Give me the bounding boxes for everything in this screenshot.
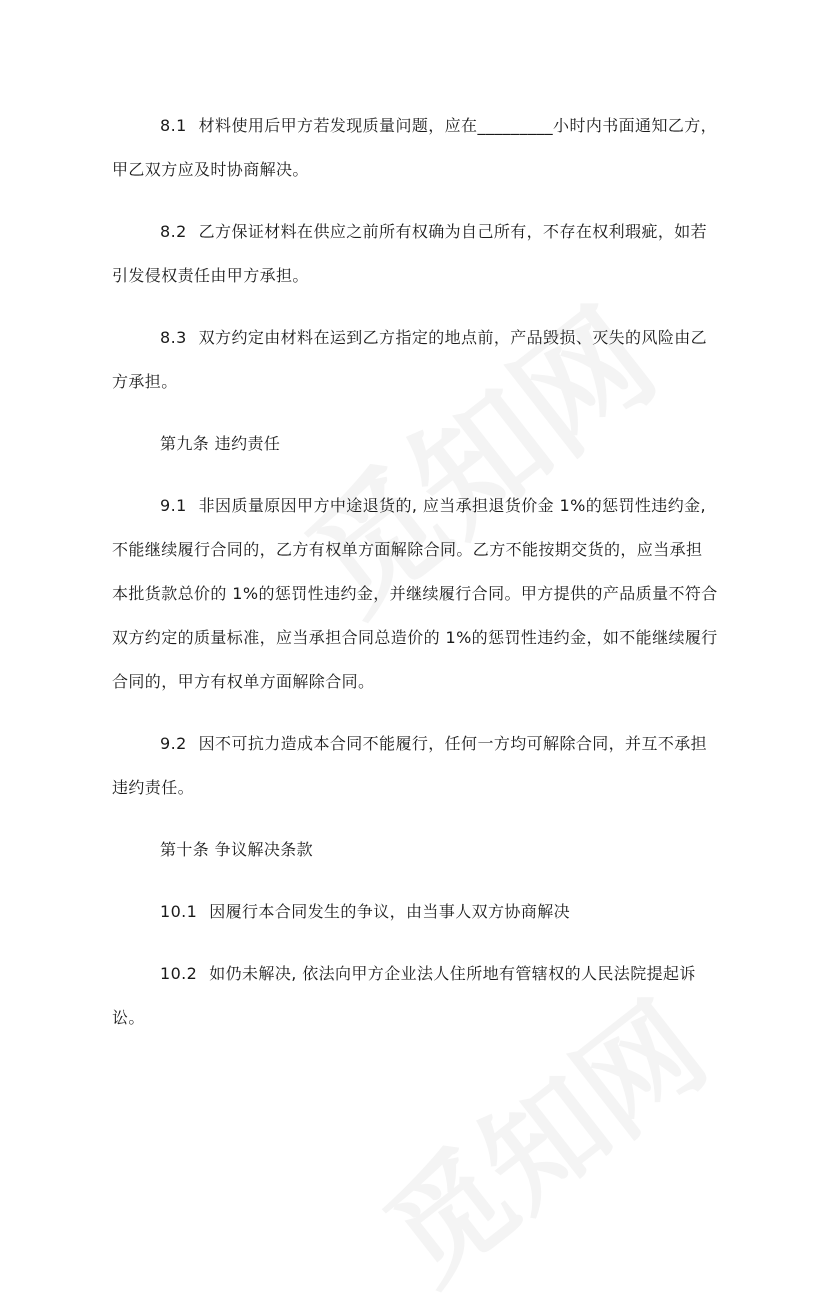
clause-10-1 bbox=[112, 890, 718, 934]
clause-text: 因履行本合同发生的争议，由当事人双方协商解决 bbox=[209, 902, 571, 921]
clause-8-3 bbox=[112, 316, 718, 404]
article-10-heading: 第十条 争议解决条款 bbox=[160, 840, 314, 859]
clause-number: 8.2 bbox=[160, 222, 187, 241]
clause-text: 非因质量原因甲方中途退货的, 应当承担退货价金 1%的惩罚性违约金, 不能继续履行合同的，乙方有权单方面解除合同。乙方不能按期交货的，应当承担本批货款总价的 1%的惩罚性违约金，并继续履行合同。甲方提供的产品质量不符合双方约定的质量标准，应当承担合同总造价的 1%的惩罚性违约金，如不能继续履行合同的，甲方有权单方面解除合同。 bbox=[112, 496, 718, 691]
clause-number: 8.1 bbox=[160, 116, 187, 135]
clause-8-1 bbox=[112, 104, 718, 192]
clause-number: 9.1 bbox=[160, 496, 187, 515]
clause-number: 8.3 bbox=[160, 328, 187, 347]
clause-9-1 bbox=[112, 484, 718, 704]
clause-text: 乙方保证材料在供应之前所有权确为自己所有，不存在权利瑕疵，如若引发侵权责任由甲方承担。 bbox=[112, 222, 708, 285]
document-body bbox=[112, 104, 718, 1058]
article-9-heading: 第九条 违约责任 bbox=[160, 434, 281, 453]
clause-number: 10.2 bbox=[160, 964, 198, 983]
clause-text: 双方约定由材料在运到乙方指定的地点前，产品毁损、灭失的风险由乙方承担。 bbox=[112, 328, 708, 391]
clause-8-2 bbox=[112, 210, 718, 298]
clause-text: 材料使用后甲方若发现质量问题，应在_________小时内书面通知乙方，甲乙双方应及时协商解决。 bbox=[112, 116, 718, 179]
clause-number: 10.1 bbox=[160, 902, 198, 921]
clause-number: 9.2 bbox=[160, 734, 187, 753]
clause-text: 如仍未解决, 依法向甲方企业法人住所地有管辖权的人民法院提起诉讼。 bbox=[112, 964, 696, 1027]
clause-10-2 bbox=[112, 952, 718, 1040]
clause-text: 因不可抗力造成本合同不能履行，任何一方均可解除合同，并互不承担违约责任。 bbox=[112, 734, 708, 797]
clause-9-2 bbox=[112, 722, 718, 810]
